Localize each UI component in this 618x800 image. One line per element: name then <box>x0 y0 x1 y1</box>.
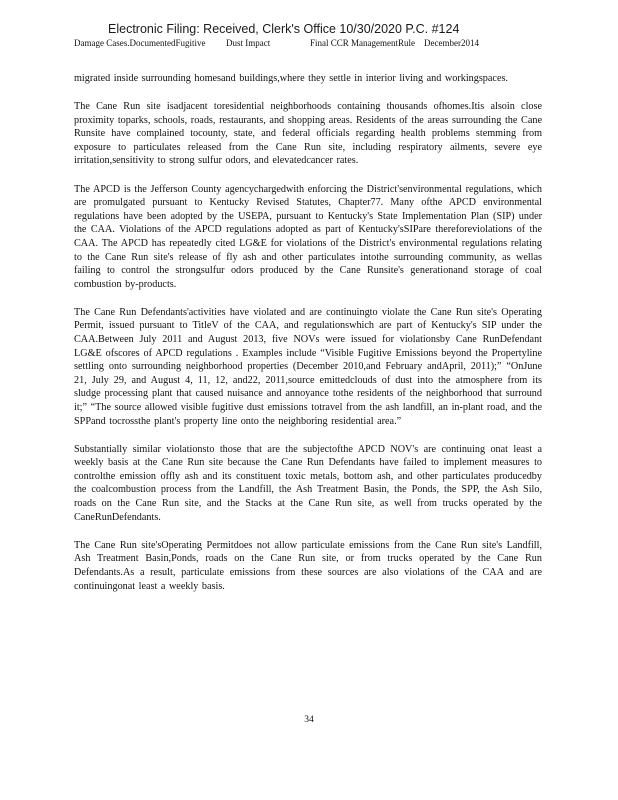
paragraph: The Cane Run Defendants'activities have violated and are continuingto violate the Cane Run site's Operating Permit, issued pursuant to TitleV of the CAA, and regulationswhich are part of Kentucky's SIP under the CAA.Between July 2011 and August 2013, five NOVs were issued for violationsby Cane RunDefendant LG&E ofscores of APCD regulations . Examples include “Visible Fugitive Emissions beyond the Propertyline settling onto surrounding neighborhood properties (December 2010,and February andApril, 2011);” “OnJune 21, July 29, and August 4, 11, 12, and22, 2011,source emittedclouds of dust into the atmosphere from its sludge processing plant that caused nuisance and annoyance tothe residents of the neighborhood that surround it;” “The source allowed visible fugitive dust emissions totravel from the ash landfill, an in-plant road, and the SPPand tocrossthe plant's property line onto the neighboring residential area.” <box>74 306 542 427</box>
paragraph: migrated inside surrounding homesand buildings,where they settle in interior living and workingspaces. <box>74 73 508 84</box>
paragraph: The Cane Run site isadjacent toresidential neighborhoods containing thousands ofhomes.Itis alsoin close proximity toparks, schools, roads, restaurants, and shopping areas. Residents of the areas surrounding the Cane Runsite have complained tocounty, state, and federal officials regarding health problems stemming from exposure to particulates released from the Cane Run site, including respiratory ailments, severe eye irritation,sensitivity to strong sulfur odors, and elevatedcancer rates. <box>74 101 542 167</box>
header-left: Damage Cases.DocumentedFugitive <box>74 38 206 48</box>
header-mid: Dust Impact <box>226 38 271 48</box>
filing-stamp: Electronic Filing: Received, Clerk's Office 10/30/2020 P.C. #124 <box>108 22 460 36</box>
body-text <box>74 72 542 608</box>
header-right: Final CCR ManagementRule <box>310 38 415 48</box>
paragraph: Substantially similar violationsto those that are the subjectofthe APCD NOV's are continuing onat least a weekly basis at the Cane Run site because the Cane Run Defendants have failed to implement measures to controlthe emission offly ash and its constituent toxic metals, bottom ash, and other particulates producedby the coalcombustion process from the Landfill, the Ash Treatment Basin, the Ponds, the SPP, the Ash Silo, roads on the Cane Run site, and the Stacks at the Cane Run site, as well from trucks operated by the CaneRunDefendants. <box>74 443 542 523</box>
page-number: 34 <box>304 715 314 725</box>
paragraph: The Cane Run site'sOperating Permitdoes not allow particulate emissions from the Cane Run site's Landfill, Ash Treatment Basin,Ponds, roads on the Cane Run site, or from trucks operated by the Cane Run Defendants.As a result, particulate emissions from these sources are also violations of the CAA and are continuingonat least a weekly basis. <box>74 539 542 592</box>
paragraph: The APCD is the Jefferson County agencychargedwith enforcing the District'senvironmental regulations, which are promulgated pursuant to Kentucky Revised Statutes, Chapter77. Many ofthe APCD environmental regulations have been adopted by the USEPA, pursuant to Kentucky's State Implementation Plan (SIP) under the CAA. Violations of the APCD regulations adopted as part of Kentucky'sSIPare thereforeviolations of the CAA. The APCD has repeatedly cited LG&E for violations of the District's environmental regulations relating to the Cane Run site's release of fly ash and other particulates intothe surrounding community, as wellas failing to control the strongsulfur odors produced by the Cane Runsite's generationand storage of coal combustion by-products. <box>74 183 542 290</box>
header-date: December2014 <box>424 38 479 48</box>
